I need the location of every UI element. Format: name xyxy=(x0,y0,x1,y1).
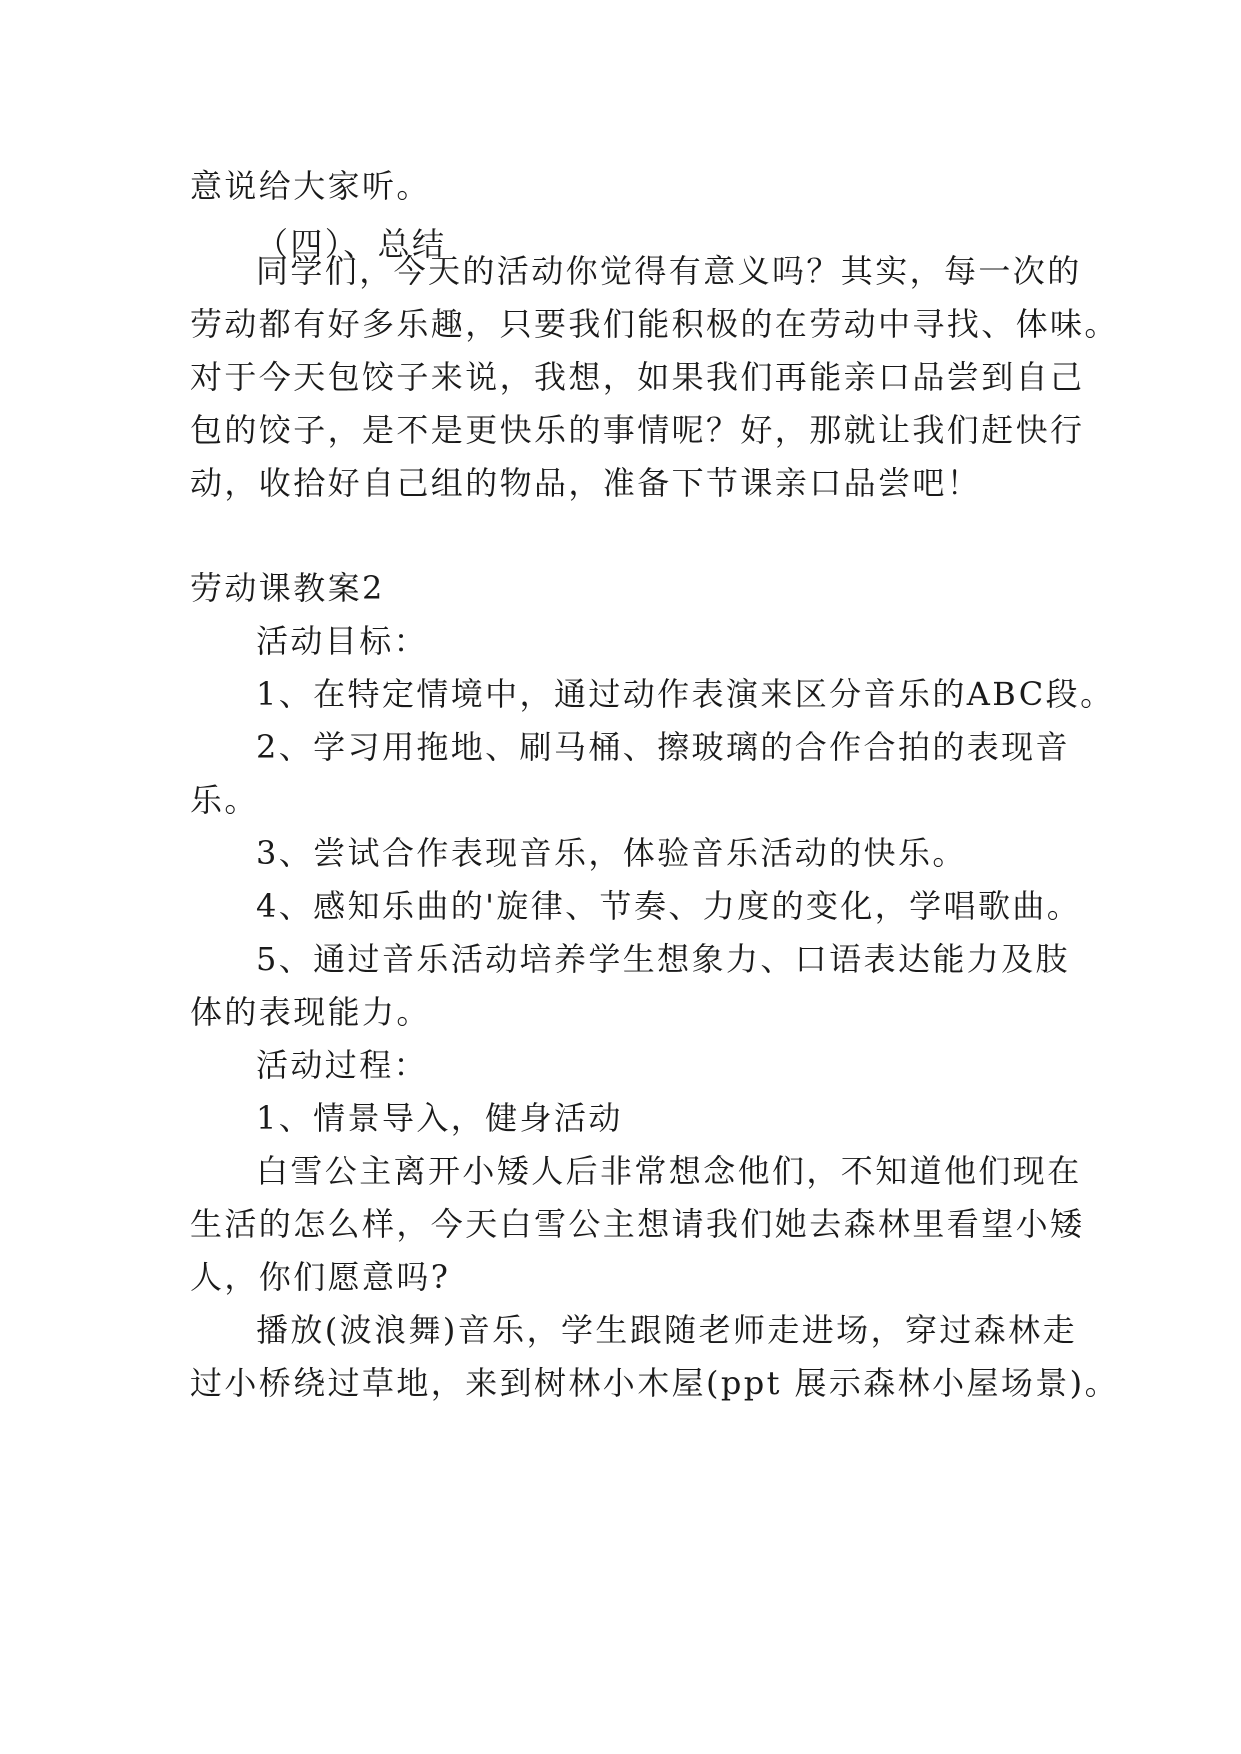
paragraph-line: 动，收拾好自己组的物品，准备下节课亲口品尝吧！ xyxy=(190,464,982,502)
list-item: 3、尝试合作表现音乐，体验音乐活动的快乐。 xyxy=(256,834,967,872)
section-heading: 活动目标： xyxy=(256,622,429,660)
list-item: 5、通过音乐活动培养学生想象力、口语表达能力及肢 xyxy=(256,940,1070,978)
list-item: 4、感知乐曲的'旋律、节奏、力度的变化，学唱歌曲。 xyxy=(256,887,1082,925)
text-line: 意说给大家听。 xyxy=(190,167,431,205)
document-title: 劳动课教案2 xyxy=(190,569,385,607)
paragraph-line: 同学们，今天的活动你觉得有意义吗？其实，每一次的 xyxy=(256,252,1082,290)
paragraph-line: 生活的怎么样，今天白雪公主想请我们她去森林里看望小矮 xyxy=(190,1205,1085,1243)
list-item-continuation: 体的表现能力。 xyxy=(190,993,431,1031)
section-heading: 活动过程： xyxy=(256,1046,429,1084)
paragraph-line: 播放(波浪舞)音乐，学生跟随老师走进场，穿过森林走 xyxy=(256,1311,1077,1349)
list-item: 1、情景导入，健身活动 xyxy=(256,1099,623,1137)
paragraph-line: 对于今天包饺子来说，我想，如果我们再能亲口品尝到自己 xyxy=(190,358,1085,396)
paragraph-line: 白雪公主离开小矮人后非常想念他们，不知道他们现在 xyxy=(256,1152,1082,1190)
list-item: 1、在特定情境中，通过动作表演来区分音乐的ABC段。 xyxy=(256,675,1115,713)
list-item-continuation: 乐。 xyxy=(190,781,259,819)
paragraph-line: 过小桥绕过草地，来到树林小木屋(ppt 展示森林小屋场景)。 xyxy=(190,1364,1119,1402)
paragraph-line: 包的饺子，是不是更快乐的事情呢？好，那就让我们赶快行 xyxy=(190,411,1085,449)
paragraph-line: 人，你们愿意吗? xyxy=(190,1258,451,1296)
list-item: 2、学习用拖地、刷马桶、擦玻璃的合作合拍的表现音 xyxy=(256,728,1070,766)
paragraph-line: 劳动都有好多乐趣，只要我们能积极的在劳动中寻找、体味。 xyxy=(190,305,1119,343)
section-heading: （四）、总结 xyxy=(256,225,447,263)
